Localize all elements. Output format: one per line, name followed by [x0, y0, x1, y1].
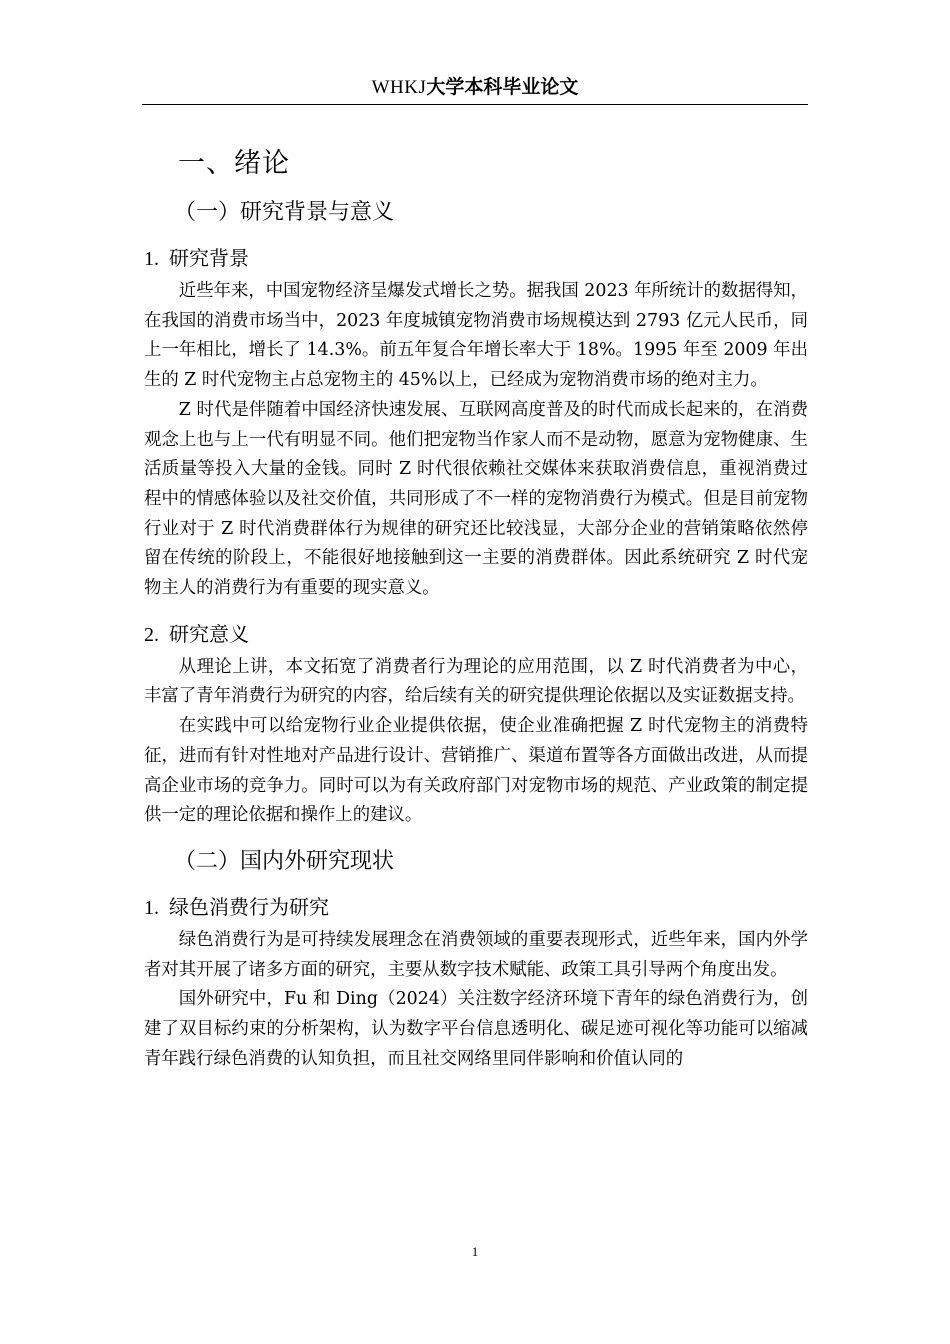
paragraph: 绿色消费行为是可持续发展理念在消费领域的重要表现形式，近些年来，国内外学者对其开展了诸多方面的研究，主要从数字技术赋能、政策工具引导两个角度出发。	[144, 929, 808, 980]
paragraph: Z 时代是伴随着中国经济快速发展、互联网高度普及的时代而成长起来的，在消费观念上也与上一代有明显不同。他们把宠物当作家人而不是动物，愿意为宠物健康、生活质量等投入大量的金钱。同时 Z 时代很依赖社交媒体来获取消费信息，重视消费过程中的情感体验以及社交价值，共同形成了不一样的宠物消费行为模式。但是目前宠物行业对于 Z 时代消费群体行为规律的研究还比较浅显，大部分企业的营销策略依然停留在传统的阶段上，不能很好地接触到这一主要的消费群体。因此系统研究 Z 时代宠物主人的消费行为有重要的现实意义。	[144, 399, 808, 599]
subsection-label: 绿色消费行为研究	[169, 894, 329, 919]
paragraph: 近些年来，中国宠物经济呈爆发式增长之势。据我国 2023 年所统计的数据得知，在我国的消费市场当中，2023 年度城镇宠物消费市场规模达到 2793 亿元人民币，同上一年相比，增长了 14.3%。前五年复合年增长率大于 18%。1995 年至 2009 年出生的 Z 时代宠物主占总宠物主的 45%以上，已经成为宠物消费市场的绝对主力。	[144, 281, 809, 391]
section-title: （二）国内外研究现状	[174, 848, 395, 874]
subsection-number: 1.	[144, 896, 159, 919]
paragraph: 国外研究中，Fu 和 Ding（2024）关注数字经济环境下青年的绿色消费行为，创建了双目标约束的分析架构，认为数字平台信息透明化、碳足迹可视化等功能可以缩减青年践行绿色消费的认知负担，而且社交网络里同伴影响和价值认同的	[144, 989, 808, 1069]
page-number: 1	[471, 1244, 479, 1259]
paragraph: 从理论上讲，本文拓宽了消费者行为理论的应用范围，以 Z 时代消费者为中心，丰富了青年消费行为研究的内容，给后续有关的研究提供理论依据以及实证数据支持。	[144, 656, 808, 707]
running-header	[0, 74, 950, 101]
subsection-number: 2.	[144, 623, 159, 646]
subsection-title	[144, 620, 808, 649]
subsection-label: 研究背景	[169, 246, 249, 270]
section-title: （一）研究背景与意义	[174, 200, 395, 225]
header-title: 大学本科毕业论文	[426, 76, 579, 98]
subsection-label: 研究意义	[169, 621, 249, 646]
chapter-title: 一、绪论	[178, 148, 290, 179]
subsection-title	[144, 244, 808, 273]
subsection-title	[144, 893, 808, 922]
paragraph: 在实践中可以给宠物行业企业提供依据，使企业准确把握 Z 时代宠物主的消费特征，进而有针对性地对产品进行设计、营销推广、渠道布置等各方面做出改进，从而提高企业市场的竞争力。同时可以为有关政府部门对宠物市场的规范、产业政策的制定提供一定的理论依据和操作上的建议。	[144, 716, 808, 826]
header-rule	[142, 104, 808, 105]
page-body	[144, 138, 808, 1074]
subsection-number: 1.	[144, 248, 159, 270]
header-latin: WHKJ	[371, 77, 427, 98]
